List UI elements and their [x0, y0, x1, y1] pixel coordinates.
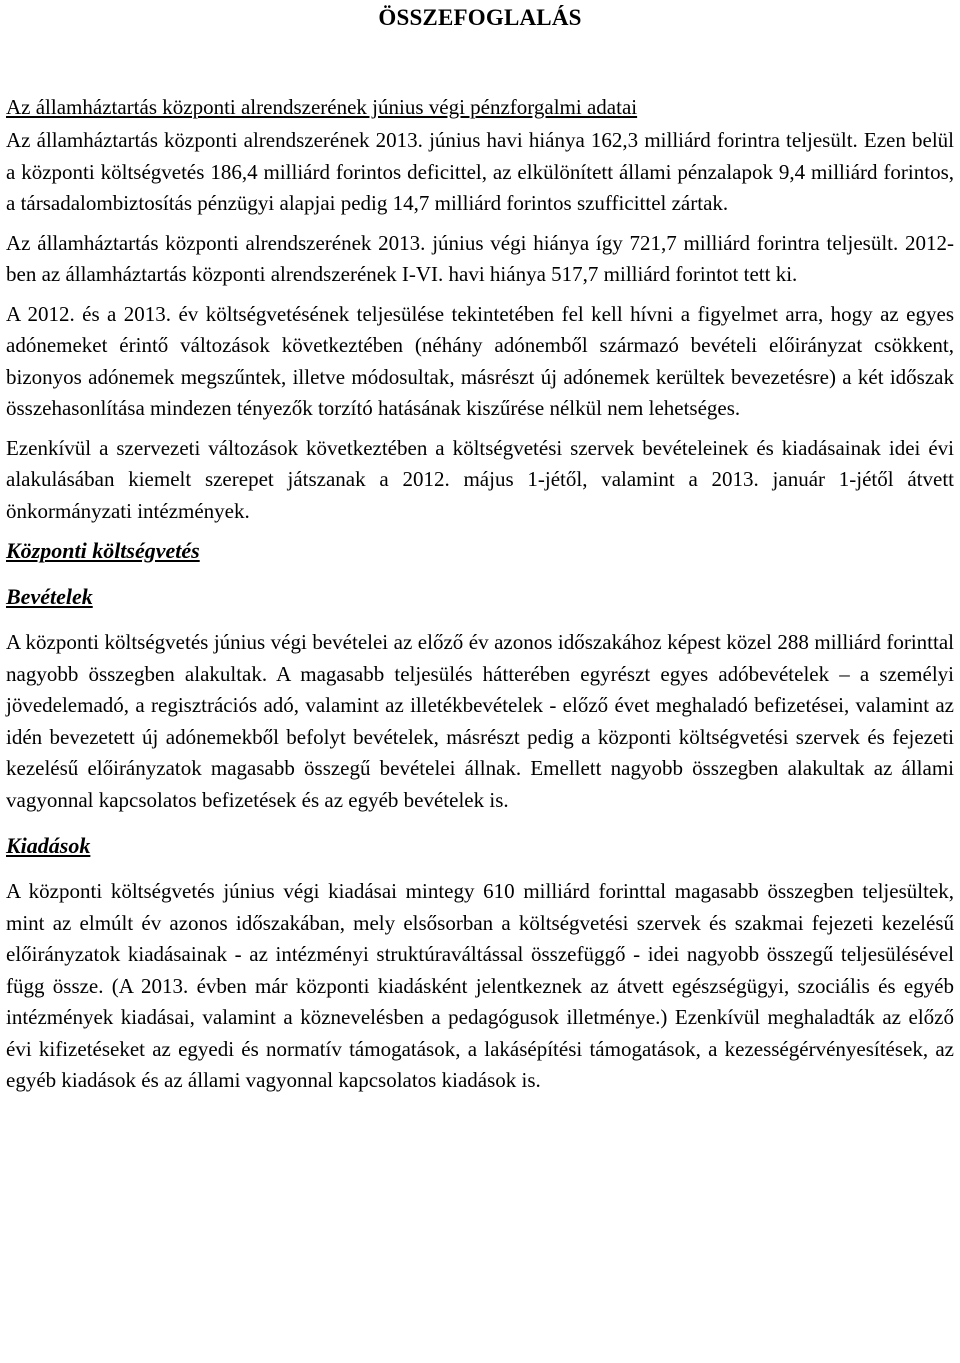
section-subtitle: Az államháztartás központi alrendszerének június végi pénzforgalmi adatai — [6, 95, 638, 119]
heading-revenue: Bevételek — [6, 584, 93, 609]
heading-expenditure: Kiadások — [6, 833, 91, 858]
paragraph-organizational-changes: Ezenkívül a szervezeti változások következtében a költségvetési szervek bevételeinek és kiadásainak idei évi alakulásában kiemelt szerepet játszanak a 2012. május 1-jétől, valamint a 2013. január 1-jétől átvett önkormányzati intézmények. — [6, 435, 954, 523]
paragraph-deficit-june: Az államháztartás központi alrendszerének 2013. június havi hiánya 162,3 milliárd forintra teljesült. Ezen belül a központi költségvetés 186,4 milliárd forintos deficittel, az elkülönített állami pénzalapok 9,4 milliárd forintos, a társadalombiztosítás pénzügyi alapjai pedig 14,7 milliárd forintos szufficittel zártak. — [6, 128, 954, 215]
paragraph-comparison-note: A 2012. és a 2013. év költségvetésének teljesülése tekintetében fel kell hívni a figyelmet arra, hogy az egyes adónemeket érintő változások következtében (néhány adónemből származó bevételi előirányzat csökkent, bizonyos adónemek megszűntek, illetve módosultak, másrészt új adónemek kerültek bevezetésre) a két időszak összehasonlítása mindezen tényezők torzító hatásának kiszűrése nélkül nem lehetséges. — [6, 301, 954, 420]
heading-central-budget: Központi költségvetés — [6, 538, 200, 563]
paragraph-expenditure: A központi költségvetés június végi kiadásai mintegy 610 milliárd forinttal magasabb összegben teljesültek, mint az elmúlt év azonos időszakában, mely elsősorban a költségvetési szervek és szakmai fejezeti kezelésű előirányzatok kiadásainak - az intézményi struktúraváltással összefüggő - idei nagyobb összegű teljesülésével függ össze. (A 2013. évben már központi kiadásként jelentkeznek az átvett egészségügyi, szociális és egyéb intézmények kiadásai, valamint a köznevelésben a pedagógusok illetménye.) Ezenkívül meghaladták az előző évi kifizetéseket az egyedi és normatív támogatások, a lakásépítési támogatások, a kezességérvényesítések, az egyéb kiadások és az állami vagyonnal kapcsolatos kiadások is. — [6, 879, 954, 1092]
paragraph-deficit-cumulative: Az államháztartás központi alrendszerének 2013. június végi hiánya így 721,7 milliárd forintra teljesült. 2012-ben az államháztartás központi alrendszerének I-VI. havi hiánya 517,7 milliárd forintot tett ki. — [6, 230, 954, 286]
page-title: ÖSSZEFOGLALÁS — [378, 5, 582, 30]
paragraph-revenue: A központi költségvetés június végi bevételei az előző év azonos időszakához képest közel 288 milliárd forinttal nagyobb összegben alakultak. A magasabb teljesülés hátterében egyrészt egyes adóbevételek – a személyi jövedelemadó, a regisztrációs adó, valamint az illetékbevételek - előző évet meghaladó befizetései, valamint az idén bevezetett új adónemekből befolyt bevételek, másrészt pedig a központi költségvetési szervek és fejezeti kezelésű előirányzatok magasabb összegű bevételei állnak. Emellett nagyobb összegben alakultak az állami vagyonnal kapcsolatos befizetések és az egyéb bevételek is. — [6, 630, 954, 812]
